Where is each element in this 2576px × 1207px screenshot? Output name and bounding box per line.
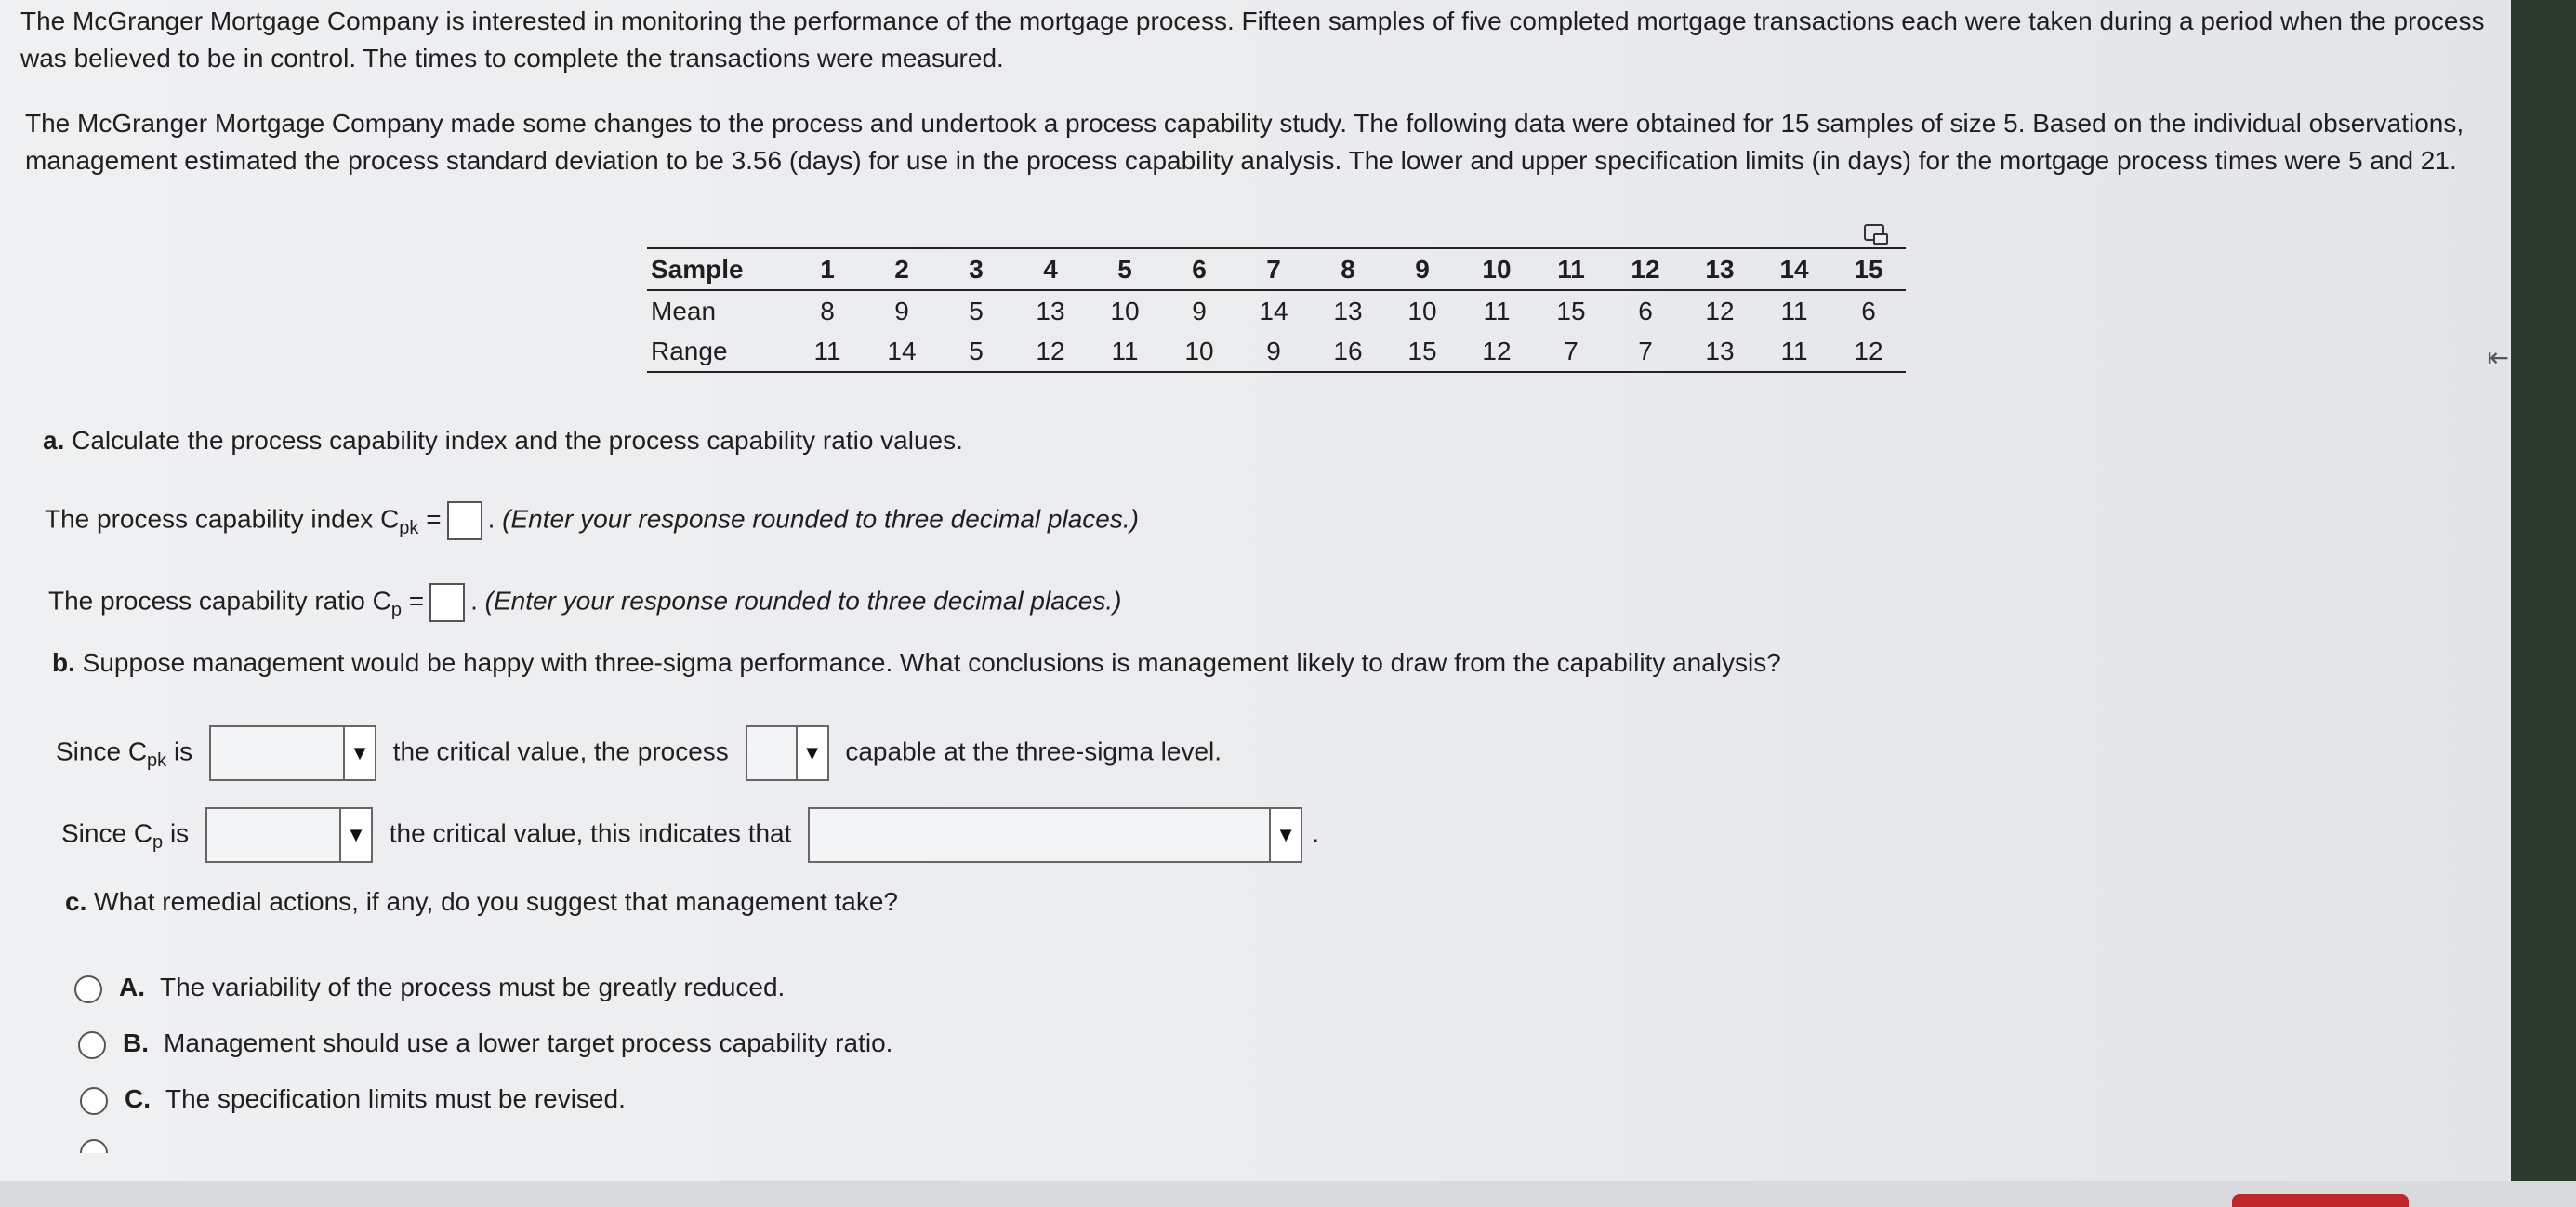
table-header-cell: 9 xyxy=(1385,248,1460,290)
part-b-label: b. xyxy=(52,648,75,677)
cp-hint: (Enter your response rounded to three decimal places.) xyxy=(484,586,1122,616)
table-header-cell: 2 xyxy=(865,248,939,290)
collapse-arrow-icon[interactable]: ⇤ xyxy=(2487,343,2509,372)
cp-question xyxy=(48,583,1121,622)
table-cell: 10 xyxy=(1162,331,1236,372)
study-paragraph: The McGranger Mortgage Company made some changes to the process and undertook a process capability study. The following data were obtained for 15 samples of size 5. Based on the individual observations, management estimated the process standard deviation to be 3.56 (days) for use in the process capability analysis. The lower and upper specification limits (in days) for the mortgage process times were 5 and 21. xyxy=(25,109,2464,175)
cpk-period: . xyxy=(487,504,495,534)
since-cp-subscript: p xyxy=(152,831,164,853)
since-cp-is: is xyxy=(163,818,190,848)
table-header-label: Sample xyxy=(647,248,790,290)
radio-d[interactable] xyxy=(80,1139,108,1153)
table-cell: 7 xyxy=(1608,331,1683,372)
cp-comparison-dropdown[interactable] xyxy=(205,807,373,863)
table-row-label: Range xyxy=(647,331,790,372)
option-c-letter: C. xyxy=(125,1084,151,1113)
table-cell: 11 xyxy=(1757,331,1831,372)
table-cell: 9 xyxy=(1236,331,1311,372)
expand-table-icon[interactable] xyxy=(1862,221,1888,247)
table-cell: 16 xyxy=(1311,331,1385,372)
cpk-equals: = xyxy=(418,504,442,534)
cp-equals: = xyxy=(401,586,425,616)
table-cell: 14 xyxy=(865,331,939,372)
table-cell: 11 xyxy=(790,331,865,372)
table-header-cell: 3 xyxy=(939,248,1013,290)
radio-a[interactable] xyxy=(74,975,102,1003)
table-row-label: Mean xyxy=(651,296,717,325)
table-cell: 11 xyxy=(1088,331,1162,372)
sample-data-table xyxy=(647,247,1906,373)
cpk-label: The process capability index C xyxy=(45,504,400,534)
part-c-label: c. xyxy=(65,887,87,916)
part-b-text: Suppose management would be happy with three-sigma performance. What conclusions is management likely to draw from the capability analysis? xyxy=(82,648,1781,677)
cp-answer-input[interactable] xyxy=(429,583,465,622)
table-header-cell: 8 xyxy=(1311,248,1385,290)
option-c-text: The specification limits must be revised. xyxy=(165,1084,626,1113)
intro-paragraph: The McGranger Mortgage Company is interested in monitoring the performance of the mortgage process. Fifteen samples of five completed mortgage transactions each were taken during a period when the process was believed to be in control. The times to complete the transactions were measured. xyxy=(20,7,2485,73)
critical-indicates-text: the critical value, this indicates that xyxy=(389,818,792,848)
cpk-subscript: pk xyxy=(399,517,419,538)
since-cpk-is: is xyxy=(166,736,193,766)
table-cell: 12 xyxy=(1460,331,1534,372)
part-a-prompt xyxy=(43,426,963,456)
table-cell: 10 xyxy=(1407,296,1437,325)
table-header-cell: 13 xyxy=(1683,248,1757,290)
option-a[interactable] xyxy=(74,973,785,1003)
table-cell: 13 xyxy=(1683,331,1757,372)
table-cell: 9 xyxy=(1192,296,1207,325)
since-cpk-label: Since C xyxy=(56,736,148,766)
table-header-cell: 15 xyxy=(1831,248,1906,290)
option-d-cutoff xyxy=(80,1136,125,1153)
option-c[interactable] xyxy=(80,1084,626,1115)
radio-c[interactable] xyxy=(80,1087,108,1115)
conclusion-period: . xyxy=(1312,818,1319,848)
table-cell: 10 xyxy=(1110,296,1140,325)
cpk-conclusion-row xyxy=(56,725,1222,781)
table-header-cell: 5 xyxy=(1088,248,1162,290)
table-header-cell: 1 xyxy=(790,248,865,290)
table-cell: 12 xyxy=(1831,331,1906,372)
table-cell: 15 xyxy=(1385,331,1460,372)
table-cell: 5 xyxy=(939,331,1013,372)
table-header-cell: 7 xyxy=(1236,248,1311,290)
cpk-hint: (Enter your response rounded to three decimal places.) xyxy=(502,504,1139,534)
table-header-cell: 6 xyxy=(1162,248,1236,290)
critical-process-text: the critical value, the process xyxy=(392,736,729,766)
table-cell: 14 xyxy=(1259,296,1288,325)
dropdown-arrow-icon[interactable]: ▼ xyxy=(796,727,827,779)
table-header-cell: 4 xyxy=(1013,248,1088,290)
table-cell: 12 xyxy=(1705,296,1735,325)
dropdown-arrow-icon[interactable]: ▼ xyxy=(343,727,375,779)
table-cell: 7 xyxy=(1534,331,1608,372)
part-c-text: What remedial actions, if any, do you suggest that management take? xyxy=(94,887,898,916)
capable-text: capable at the three-sigma level. xyxy=(845,736,1222,766)
cp-conclusion-row xyxy=(61,807,1319,863)
cpk-comparison-dropdown[interactable] xyxy=(209,725,376,781)
option-b-text: Management should use a lower target process capability ratio. xyxy=(164,1028,893,1057)
dropdown-arrow-icon[interactable]: ▼ xyxy=(339,809,371,861)
since-cp-label: Since C xyxy=(61,818,153,848)
table-cell: 5 xyxy=(969,296,984,325)
table-header-cell: 12 xyxy=(1608,248,1683,290)
table-cell: 6 xyxy=(1638,296,1653,325)
part-a-label: a. xyxy=(43,426,65,455)
cp-subscript: p xyxy=(390,599,402,620)
table-cell: 15 xyxy=(1556,296,1586,325)
table-cell: 8 xyxy=(820,296,835,325)
red-action-button[interactable] xyxy=(2232,1194,2409,1207)
radio-b[interactable] xyxy=(78,1031,106,1059)
table-cell: 6 xyxy=(1861,296,1876,325)
table-cell: 13 xyxy=(1333,296,1363,325)
cpk-answer-input[interactable] xyxy=(447,501,482,540)
option-a-text: The variability of the process must be greatly reduced. xyxy=(160,973,786,1001)
part-b-prompt xyxy=(52,648,1781,678)
right-edge-strip xyxy=(2511,0,2576,1207)
option-b[interactable] xyxy=(78,1028,892,1059)
table-header-row xyxy=(647,248,1906,290)
table-cell: 9 xyxy=(894,296,909,325)
bottom-edge-strip xyxy=(0,1181,2576,1207)
conclusion-dropdown[interactable] xyxy=(808,807,1302,863)
table-cell: 11 xyxy=(1483,296,1511,325)
table-row-mean xyxy=(647,290,1906,331)
cp-label: The process capability ratio C xyxy=(48,586,391,616)
part-a-text: Calculate the process capability index and the process capability ratio values. xyxy=(72,426,963,455)
since-cpk-subscript: pk xyxy=(147,749,167,771)
table-cell: 11 xyxy=(1780,296,1808,325)
table-header-cell: 11 xyxy=(1534,248,1608,290)
table-header-cell: 14 xyxy=(1757,248,1831,290)
cp-period: . xyxy=(470,586,478,616)
table-row-range xyxy=(647,331,1906,372)
table-cell: 13 xyxy=(1036,296,1065,325)
capable-dropdown[interactable] xyxy=(746,725,829,781)
dropdown-arrow-icon[interactable]: ▼ xyxy=(1269,809,1301,861)
table-cell: 12 xyxy=(1013,331,1088,372)
part-c-prompt xyxy=(65,887,898,917)
option-b-letter: B. xyxy=(123,1028,149,1057)
cpk-question xyxy=(45,501,1139,540)
table-header-cell: 10 xyxy=(1460,248,1534,290)
option-a-letter: A. xyxy=(119,973,145,1001)
